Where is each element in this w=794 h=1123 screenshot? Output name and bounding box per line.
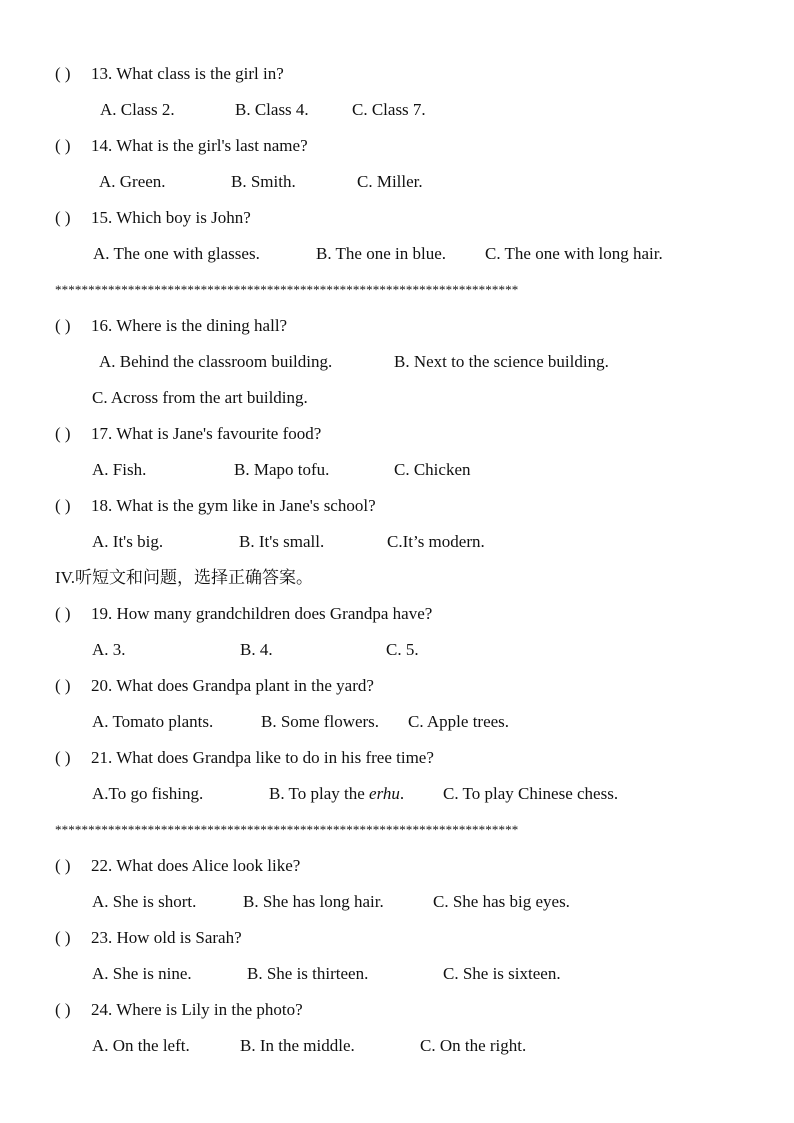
- question-text: 16. Where is the dining hall?: [91, 316, 288, 335]
- answer-blank: ( ): [55, 604, 71, 623]
- option-a: A. Tomato plants.: [92, 712, 214, 731]
- question-text: 17. What is Jane's favourite food?: [91, 424, 322, 443]
- answer-blank: ( ): [55, 856, 71, 875]
- option-b: B. Smith.: [231, 172, 296, 191]
- option-c: C.It’s modern.: [387, 532, 485, 551]
- option-b-italic-word: erhu: [369, 784, 400, 803]
- question-text: 14. What is the girl's last name?: [91, 136, 308, 155]
- question-text: 18. What is the gym like in Jane's school?: [91, 496, 376, 515]
- question-text: 21. What does Grandpa like to do in his free time?: [91, 748, 434, 767]
- question-text: 20. What does Grandpa plant in the yard?: [91, 676, 374, 695]
- option-a: A. Class 2.: [100, 100, 175, 119]
- answer-blank: ( ): [55, 676, 71, 695]
- option-a: A. It's big.: [92, 532, 164, 551]
- answer-blank: ( ): [55, 424, 71, 443]
- separator-line: **********************************************************************: [55, 282, 519, 297]
- option-b: B. She has long hair.: [243, 892, 384, 911]
- separator-line: **********************************************************************: [55, 822, 519, 837]
- option-a: A. Behind the classroom building.: [99, 352, 333, 371]
- option-c: C. Apple trees.: [408, 712, 510, 731]
- option-c: C. She has big eyes.: [433, 892, 570, 911]
- option-b: B. Class 4.: [235, 100, 309, 119]
- option-b: B. The one in blue.: [316, 244, 446, 263]
- option-a: A. Green.: [99, 172, 166, 191]
- option-b: B. Mapo tofu.: [234, 460, 330, 479]
- option-c: C. She is sixteen.: [443, 964, 561, 983]
- option-c: C. On the right.: [420, 1036, 527, 1055]
- option-a: A. Fish.: [92, 460, 147, 479]
- option-c: C. The one with long hair.: [485, 244, 663, 263]
- answer-blank: ( ): [55, 496, 71, 515]
- option-b-period: .: [399, 784, 405, 803]
- answer-blank: ( ): [55, 1000, 71, 1019]
- question-text: 22. What does Alice look like?: [91, 856, 301, 875]
- option-c: C. Chicken: [394, 460, 471, 479]
- option-c: C. Miller.: [357, 172, 423, 191]
- question-text: 15. Which boy is John?: [91, 208, 251, 227]
- answer-blank: ( ): [55, 208, 71, 227]
- option-b: B. 4.: [240, 640, 273, 659]
- question-text: 23. How old is Sarah?: [91, 928, 242, 947]
- option-b-text: B. To play the: [269, 784, 370, 803]
- option-c: C. Across from the art building.: [92, 388, 308, 407]
- option-c: C. Class 7.: [352, 100, 426, 119]
- answer-blank: ( ): [55, 64, 71, 83]
- option-a: A. She is nine.: [92, 964, 192, 983]
- answer-blank: ( ): [55, 928, 71, 947]
- option-b: B. It's small.: [239, 532, 325, 551]
- option-a: A. The one with glasses.: [93, 244, 260, 263]
- option-a: A. She is short.: [92, 892, 197, 911]
- question-text: 24. Where is Lily in the photo?: [91, 1000, 303, 1019]
- section-heading: IV.听短文和问题，选择正确答案。: [55, 568, 313, 587]
- option-b: B. Next to the science building.: [394, 352, 609, 371]
- option-c: C. 5.: [386, 640, 419, 659]
- option-c: C. To play Chinese chess.: [443, 784, 619, 803]
- answer-blank: ( ): [55, 748, 71, 767]
- question-text: 13. What class is the girl in?: [91, 64, 284, 83]
- question-text: 19. How many grandchildren does Grandpa have?: [91, 604, 433, 623]
- option-a: A. On the left.: [92, 1036, 190, 1055]
- answer-blank: ( ): [55, 316, 71, 335]
- option-a: A. 3.: [92, 640, 126, 659]
- option-b: [269, 776, 404, 812]
- option-b: B. In the middle.: [240, 1036, 355, 1055]
- answer-blank: ( ): [55, 136, 71, 155]
- option-a: A.To go fishing.: [92, 784, 204, 803]
- option-b: B. Some flowers.: [261, 712, 380, 731]
- option-b: B. She is thirteen.: [247, 964, 369, 983]
